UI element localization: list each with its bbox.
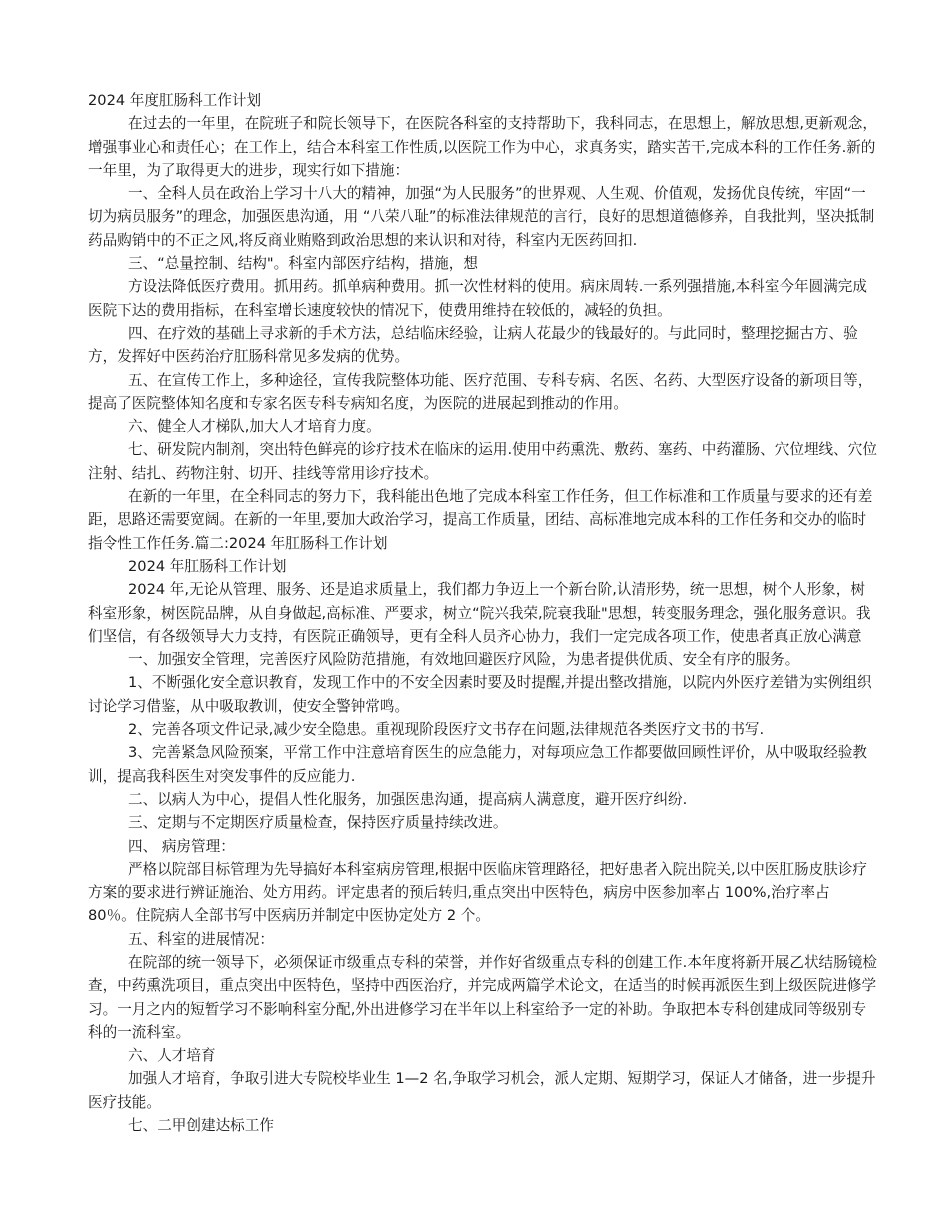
paragraph: 严格以院部目标管理为先导搞好本科室病房管理,根据中医临床管理路径，把好患者入院出院关,以中医肛肠皮肤诊疗方案的要求进行辨证施治、处方用药。评定患者的预后转归,重点突出中医特色，病房中医参加率占 100%,治疗率占 80％。住院病人全部书写中医病历并制定中医协定处方 2 个。 bbox=[88, 860, 867, 925]
section-title: 2024 年肛肠科工作计划 bbox=[128, 557, 287, 575]
document-title: 2024 年度肛肠科工作计划 bbox=[88, 92, 262, 109]
paragraph: 五、科室的进展情况： bbox=[128, 930, 274, 948]
paragraph: 七、二甲创建达标工作 bbox=[128, 1117, 274, 1135]
paragraph: 在过去的一年里，在院班子和院长领导下，在医院各科室的支持帮助下，我科同志，在思想上，解放思想,更新观念，增强事业心和责任心；在工作上，结合本科室工作性质,以医院工作为中心，求真务实，踏实苦干,完成本科的工作任务.新的一年里，为了取得更大的进步，现实行如下措施： bbox=[88, 115, 877, 179]
paragraph: 三、“总量控制、结构"。科室内部医疗结构，措施，想 bbox=[128, 255, 478, 273]
paragraph: 方设法降低医疗费用。抓用药。抓单病种费用。抓一次性材料的使用。病床周转.一系列强措施,本科室今年圆满完成医院下达的费用指标，在科室增长速度较快的情况下，使费用维持在较低的，减轻的负担。 bbox=[88, 278, 867, 319]
paragraph: 六、人才培育 bbox=[128, 1047, 216, 1065]
paragraph: 四、 病房管理： bbox=[128, 837, 235, 855]
paragraph: 在新的一年里，在全科同志的努力下，我科能出色地了完成本科室工作任务，但工作标准和工作质量与要求的还有差距，思路还需要宽阔。在新的一年里,要加大政治学习，提高工作质量，团结、高标准地完成本科的工作任务和交办的临时指令性工作任务.篇二:2024 年肛肠科工作计划 bbox=[88, 488, 873, 552]
paragraph: 1、不断强化安全意识教育，发现工作中的不安全因素时要及时提醒,并提出整改措施，以院内外医疗差错为实例组织讨论学习借鉴，从中吸取教训，使安全警钟常鸣。 bbox=[88, 674, 872, 715]
paragraph: 2、完善各项文件记录,减少安全隐患。重视现阶段医疗文书存在问题,法律规范各类医疗文书的书写. bbox=[128, 721, 765, 739]
paragraph: 加强人才培育，争取引进大专院校毕业生 1—2 名,争取学习机会，派人定期、短期学习，保证人才储备，进一步提升医疗技能。 bbox=[88, 1070, 876, 1111]
paragraph: 2024 年,无论从管理、服务、还是追求质量上，我们都力争迈上一个新台阶,认清形势，统一思想，树个人形象，树科室形象，树医院品牌，从自身做起,高标准、严要求，树立“院兴我荣,院衰我耻"思想，转变服务理念，强化服务意识。我们坚信，有各级领导大力支持，有医院正确领导，更有全科人员齐心协力，我们一定完成各项工作，使患者真正放心满意 bbox=[88, 581, 871, 645]
paragraph: 四、在疗效的基础上寻求新的手术方法，总结临床经验，让病人花最少的钱最好的。与此同时，整理挖掘古方、验方，发挥好中医药治疗肛肠科常见多发病的优势。 bbox=[88, 324, 858, 366]
paragraph: 3、完善紧急风险预案，平常工作中注意培育医生的应急能力，对每项应急工作都要做回顾性评价，从中吸取经验教训，提高我科医生对突发事件的反应能力. bbox=[88, 744, 867, 785]
paragraph: 一、全科人员在政治上学习十八大的精神，加强“为人民服务”的世界观、人生观、价值观，发扬优良传统，牢固“一切为病员服务”的理念，加强医患沟通，用 “八荣八耻”的标准法律规范的言行，良好的思想道德修养，自我批判，坚决抵制药品购销中的不正之风,将反商业贿赂到政治思想的来认识和对待，科室内无医药回扣. bbox=[88, 185, 875, 249]
paragraph: 一、加强安全管理，完善医疗风险防范措施，有效地回避医疗风险，为患者提供优质、安全有序的服务。 bbox=[128, 651, 800, 669]
paragraph: 六、健全人才梯队,加大人才培育力度。 bbox=[128, 418, 381, 436]
document-body bbox=[88, 89, 878, 1137]
paragraph: 七、研发院内制剂，突出特色鲜亮的诊疗技术在临床的运用.使用中药熏洗、敷药、塞药、中药灌肠、穴位埋线、穴位注射、结扎、药物注射、切开、挂线等常用诊疗技术。 bbox=[88, 441, 877, 482]
paragraph: 二、以病人为中心，提倡人性化服务，加强医患沟通，提高病人满意度，避开医疗纠纷. bbox=[128, 790, 688, 808]
paragraph: 在院部的统一领导下，必须保证市级重点专科的荣誉，并作好省级重点专科的创建工作.本年度将新开展乙状结肠镜检查，中药熏洗项目，重点突出中医特色，坚持中西医治疗，并完成两篇学术论文，在适当的时候再派医生到上级医院进修学习。一月之内的短暂学习不影响科室分配,外出进修学习在半年以上科室给予一定的补助。争取把本专科创建成同等级别专科的一流科室。 bbox=[88, 953, 877, 1041]
paragraph: 五、在宣传工作上，多种途径，宣传我院整体功能、医疗范围、专科专病、名医、名药、大型医疗设备的新项目等，提高了医院整体知名度和专家名医专科专病知名度，为医院的进展起到推动的作用。 bbox=[88, 371, 873, 412]
paragraph: 三、定期与不定期医疗质量检查，保持医疗质量持续改进。 bbox=[128, 814, 508, 832]
